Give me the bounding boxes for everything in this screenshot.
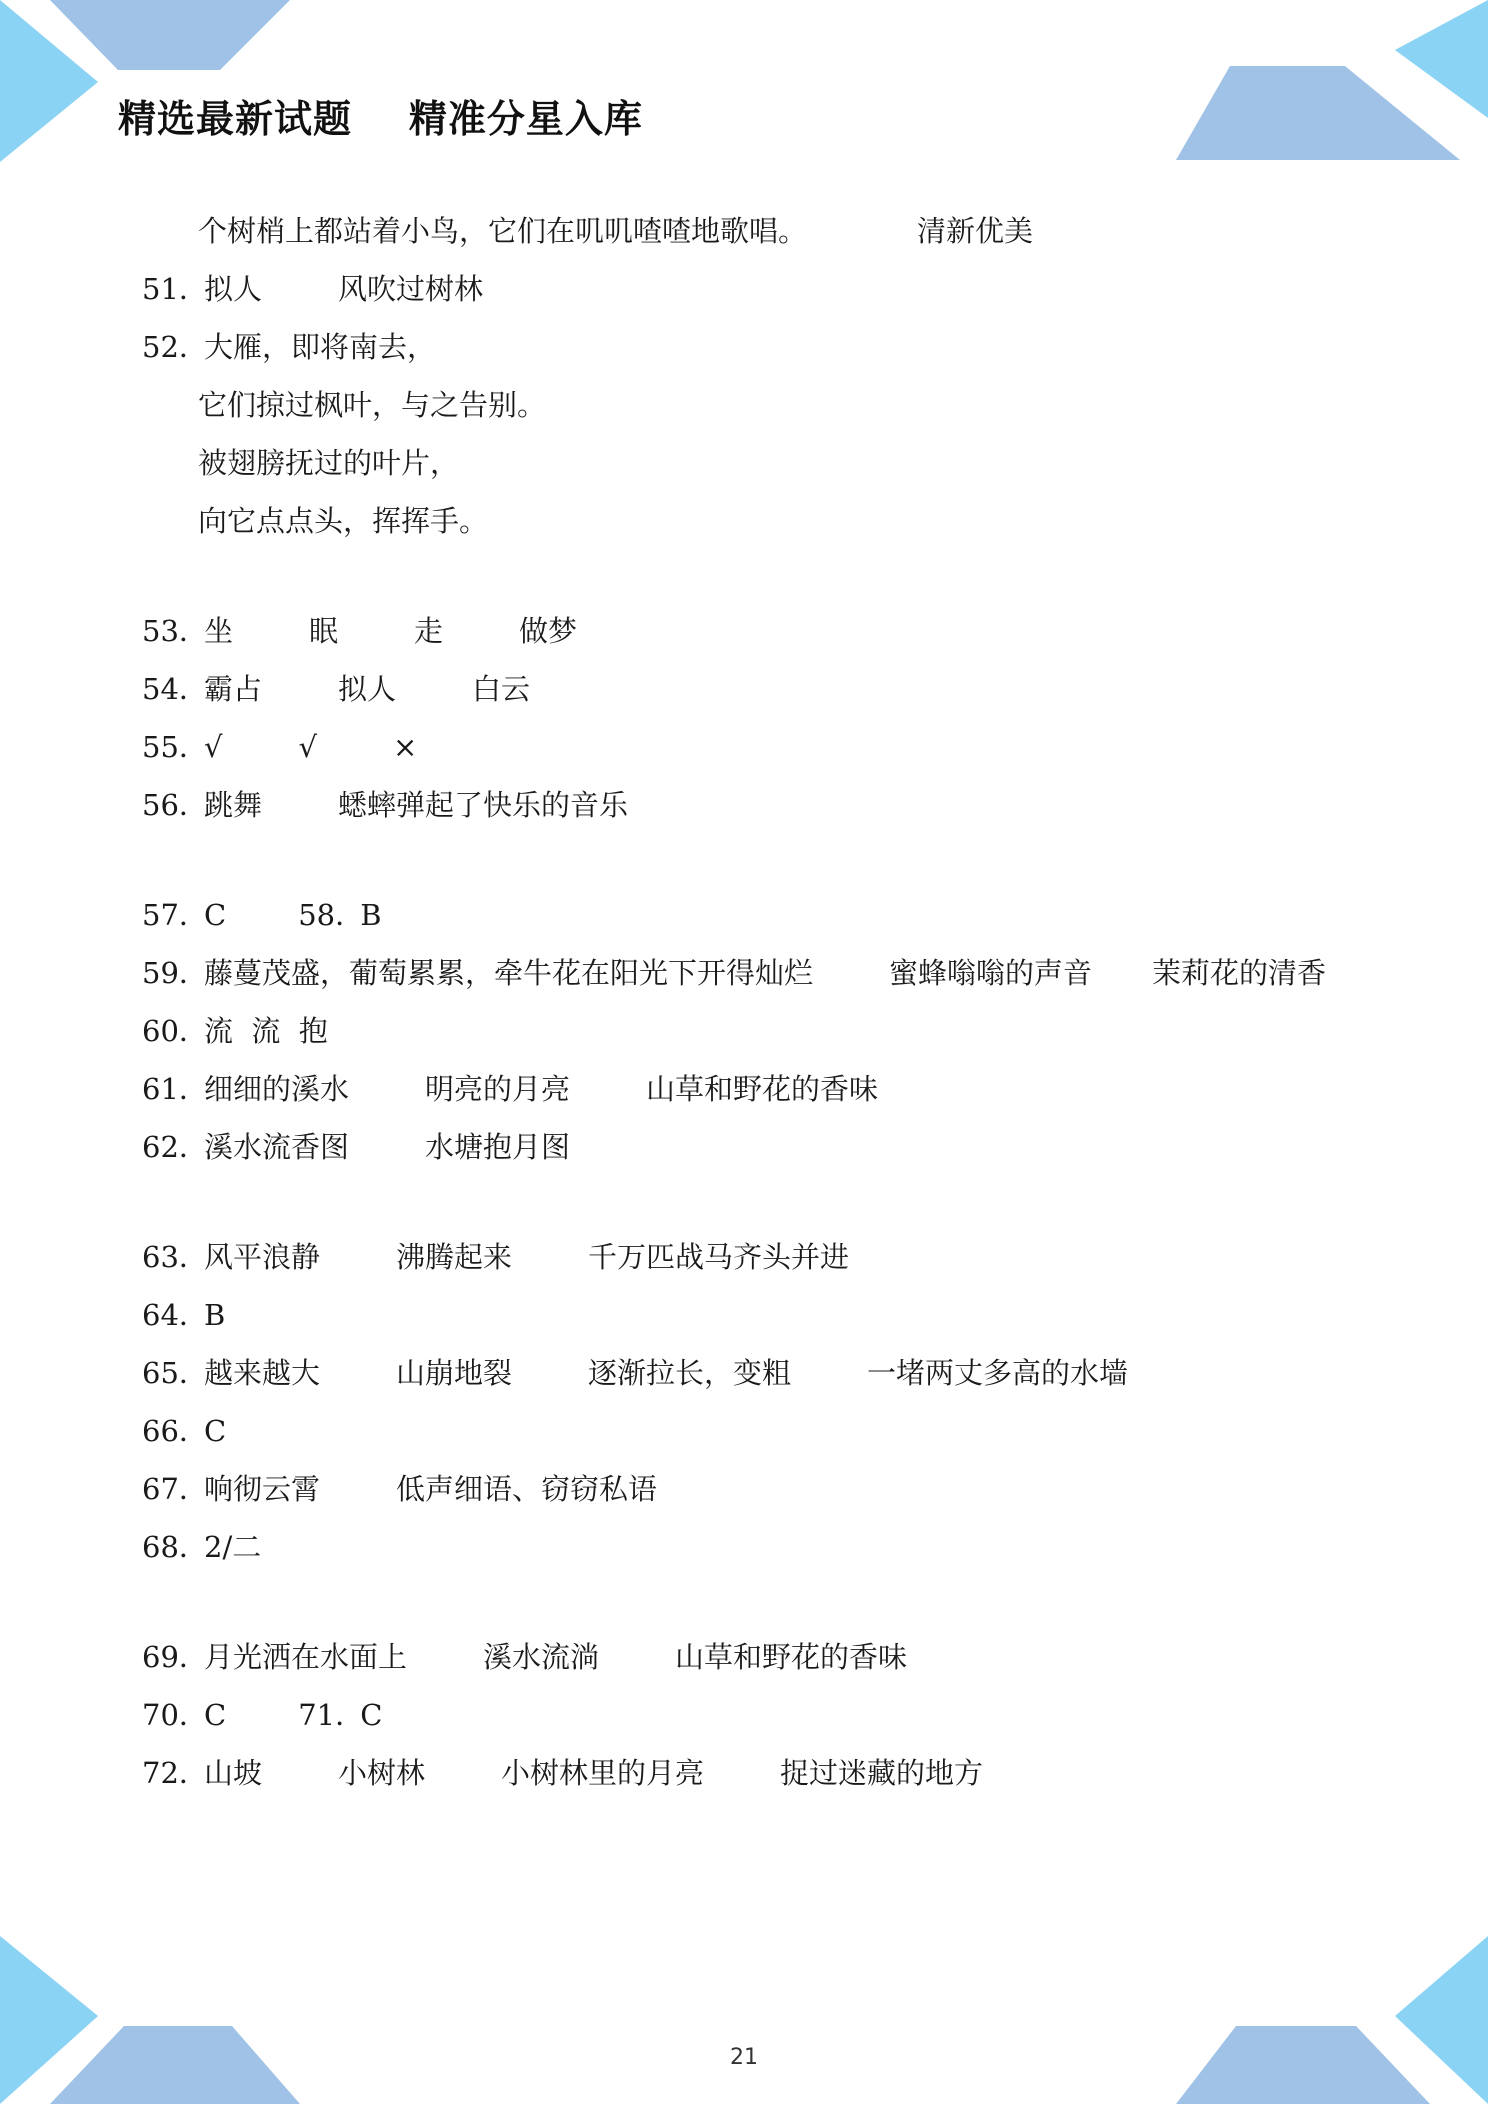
top-left-triangle (0, 0, 98, 162)
question-number: 53． (142, 614, 208, 648)
question-number: 71． (298, 1698, 365, 1732)
answer-61: 61． 细细的溪水 明亮的月亮 山草和野花的香味 (142, 1060, 1372, 1118)
question-number: 56． (142, 788, 208, 822)
question-number: 67． (142, 1472, 208, 1506)
answer-52-line-2: 它们掠过枫叶，与之告别。 (198, 388, 547, 422)
question-number: 55． (142, 730, 208, 764)
answer-52: 52． 大雁，即将南去， (142, 318, 1372, 376)
answer-66: 66． C (142, 1402, 1372, 1460)
bottom-right-triangle (1395, 1936, 1488, 2104)
question-number: 68． (142, 1530, 208, 1564)
answer-64: 64． B (142, 1286, 1372, 1344)
question-number: 52． (142, 330, 208, 364)
answer-69: 69． 月光洒在水面上 溪水流淌 山草和野花的香味 (142, 1628, 1372, 1686)
answer-54: 54． 霸占 拟人 白云 (142, 660, 1372, 718)
question-number: 59． (142, 956, 208, 990)
question-number: 54． (142, 672, 208, 706)
top-right-trapezoid (1176, 66, 1460, 160)
answer-60: 60． 流 流 抱 (142, 1002, 1372, 1060)
question-number: 57． (142, 898, 208, 932)
answer-57-58: 57． C 58． B (142, 886, 1372, 944)
question-number: 61． (142, 1072, 208, 1106)
question-number: 58． (298, 898, 365, 932)
question-number: 63． (142, 1240, 208, 1274)
top-left-trapezoid (50, 0, 290, 70)
answer-52-line-4: 向它点点头，挥挥手。 (198, 504, 489, 538)
question-number: 70． (142, 1698, 208, 1732)
question-number: 62． (142, 1130, 208, 1164)
answer-65: 65． 越来越大 山崩地裂 逐渐拉长，变粗 一堵两丈多高的水墙 (142, 1344, 1372, 1402)
question-number: 66． (142, 1414, 208, 1448)
answer-52-line-3: 被翅膀抚过的叶片， (198, 446, 460, 480)
top-right-triangle (1395, 0, 1488, 118)
answer-70-71: 70． C 71． C (142, 1686, 1372, 1744)
question-number: 60． (142, 1014, 208, 1048)
answer-55: 55． √ √ × (142, 718, 1372, 776)
answer-list (142, 202, 1372, 1802)
answer-51: 51． 拟人 风吹过树林 (142, 260, 1372, 318)
question-number: 72． (142, 1756, 208, 1790)
answer-59: 59． 藤蔓茂盛，葡萄累累，牵牛花在阳光下开得灿烂 蜜蜂嗡嗡的声音 茉莉花的清香 (142, 944, 1372, 1002)
answer-67: 67． 响彻云霄 低声细语、窃窃私语 (142, 1460, 1372, 1518)
answer-line: 个树梢上都站着小鸟，它们在叽叽喳喳地歌唱。 清新优美 (198, 214, 1034, 248)
answer-62: 62． 溪水流香图 水塘抱月图 (142, 1118, 1372, 1176)
question-number: 51． (142, 272, 208, 306)
header-title: 精选最新试题 精准分星入库 (118, 97, 643, 141)
answer-63: 63． 风平浪静 沸腾起来 千万匹战马齐头并进 (142, 1228, 1372, 1286)
bottom-left-triangle (0, 1936, 98, 2104)
question-number: 65． (142, 1356, 208, 1390)
page-number: 21 (730, 2045, 758, 2070)
answer-68: 68． 2/二 (142, 1518, 1372, 1576)
answer-53: 53． 坐 眠 走 做梦 (142, 602, 1372, 660)
answer-72: 72． 山坡 小树林 小树林里的月亮 捉过迷藏的地方 (142, 1744, 1372, 1802)
question-number: 69． (142, 1640, 208, 1674)
question-number: 64． (142, 1298, 208, 1332)
answer-56: 56． 跳舞 蟋蟀弹起了快乐的音乐 (142, 776, 1372, 834)
